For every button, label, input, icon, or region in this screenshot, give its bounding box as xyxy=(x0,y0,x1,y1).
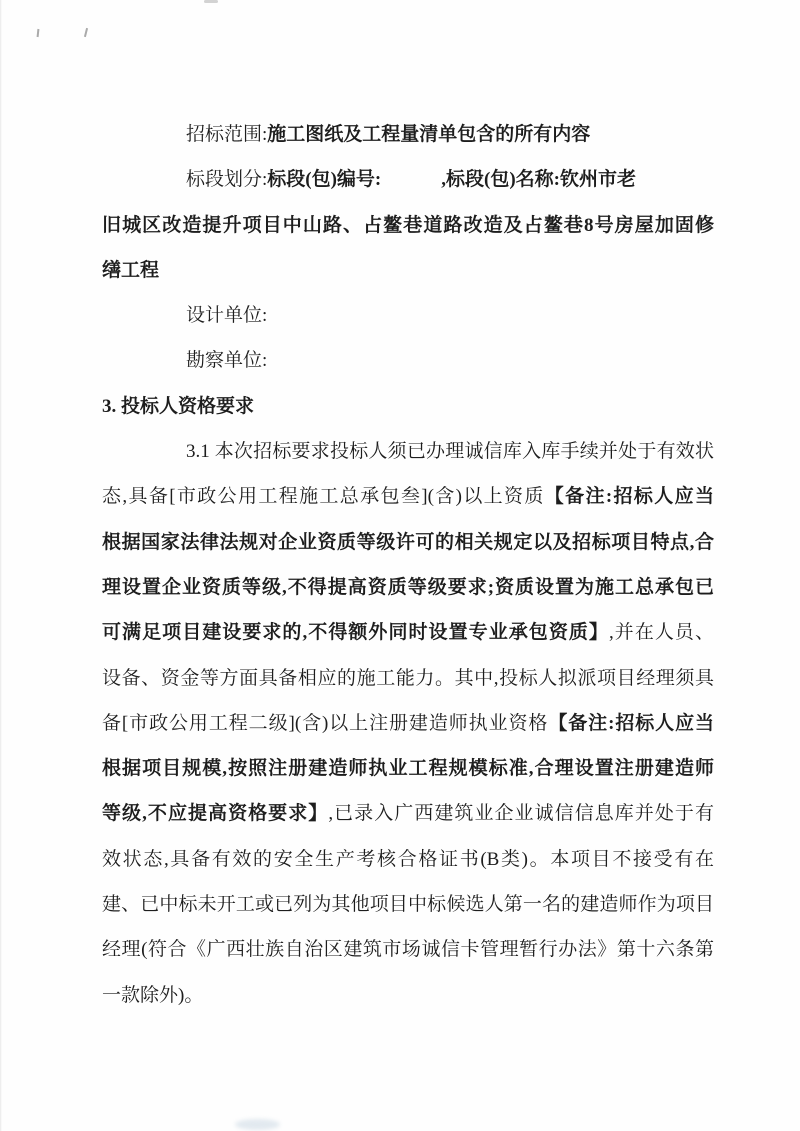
text-segment: 理设置企业资质等级,不得提高资质等级要求;资质设置为施工总承包已 xyxy=(102,576,714,598)
doc-line xyxy=(102,112,714,157)
text-segment: 建、已中标未开工或已列为其他项目中标候选人第一名的建造师作为项目 xyxy=(102,894,714,916)
text-segment: 经理(符合《广西壮族自治区建筑市场诚信卡管理暂行办法》第十六条第 xyxy=(102,939,714,961)
doc-line xyxy=(102,882,714,927)
doc-line xyxy=(102,203,714,248)
doc-line xyxy=(102,973,714,1018)
text-segment: 设计单位: xyxy=(186,305,268,327)
scan-smudge xyxy=(235,1119,280,1130)
text-segment: 态,具备[市政公用工程施工总承包叁](含)以上资质 xyxy=(102,486,545,508)
text-segment: 标段划分: xyxy=(186,169,268,191)
text-segment: ,标段(包)名称:钦州市老 xyxy=(441,169,636,191)
scan-mark xyxy=(204,0,218,3)
text-segment: 根据项目规模,按照注册建造师执业工程规模标准,合理设置注册建造师 xyxy=(102,758,714,780)
text-segment: ,并在人员、 xyxy=(608,622,714,644)
doc-line xyxy=(102,293,714,338)
doc-line xyxy=(102,837,714,882)
doc-line xyxy=(102,384,714,429)
doc-line xyxy=(102,338,714,383)
text-segment: ,已录入广西建筑业企业诚信信息库并处于有 xyxy=(328,803,714,825)
text-segment: 等级,不应提高资格要求】 xyxy=(102,803,329,825)
text-segment: 可满足项目建设要求的,不得额外同时设置专业承包资质】 xyxy=(102,622,609,644)
document-body xyxy=(102,112,714,1018)
doc-line xyxy=(102,565,714,610)
paper-scan-edge xyxy=(0,0,2,1131)
text-segment: 【备注:招标人应当 xyxy=(548,712,715,734)
text-segment: 设备、资金等方面具备相应的施工能力。其中,投标人拟派项目经理须具 xyxy=(102,667,714,689)
text-segment: 标段(包)编号: xyxy=(267,169,382,191)
text-segment: 施工图纸及工程量清单包含的所有内容 xyxy=(267,124,591,145)
doc-line xyxy=(102,157,714,202)
doc-line xyxy=(102,746,714,791)
text-segment: 勘察单位: xyxy=(186,350,268,372)
text-segment: 招标范围: xyxy=(186,124,268,145)
doc-line xyxy=(102,927,714,972)
text-segment: 缮工程 xyxy=(102,259,160,281)
blank-fill-in-space xyxy=(381,184,441,185)
text-segment: 根据国家法律法规对企业资质等级许可的相关规定以及招标项目特点,合 xyxy=(102,531,714,553)
scan-speck xyxy=(37,29,40,37)
text-segment: 效状态,具备有效的安全生产考核合格证书(B类)。本项目不接受有在 xyxy=(102,848,714,870)
doc-line xyxy=(102,610,714,655)
doc-line xyxy=(102,474,714,519)
doc-line xyxy=(102,248,714,293)
doc-line xyxy=(102,429,714,474)
doc-line xyxy=(102,701,714,746)
scan-speck xyxy=(84,28,88,37)
text-segment: 旧城区改造提升项目中山路、占鳌巷道路改造及占鳌巷8号房屋加固修 xyxy=(102,214,714,236)
doc-line xyxy=(102,656,714,701)
text-segment: 备[市政公用工程二级](含)以上注册建造师执业资格 xyxy=(102,712,549,734)
doc-line xyxy=(102,791,714,836)
text-segment: 一款除外)。 xyxy=(102,984,204,1006)
text-segment: 3. 投标人资格要求 xyxy=(102,395,255,417)
text-segment: 3.1 本次招标要求投标人须已办理诚信库入库手续并处于有效状 xyxy=(186,441,714,463)
text-segment: 【备注:招标人应当 xyxy=(544,486,715,508)
doc-line xyxy=(102,520,714,565)
